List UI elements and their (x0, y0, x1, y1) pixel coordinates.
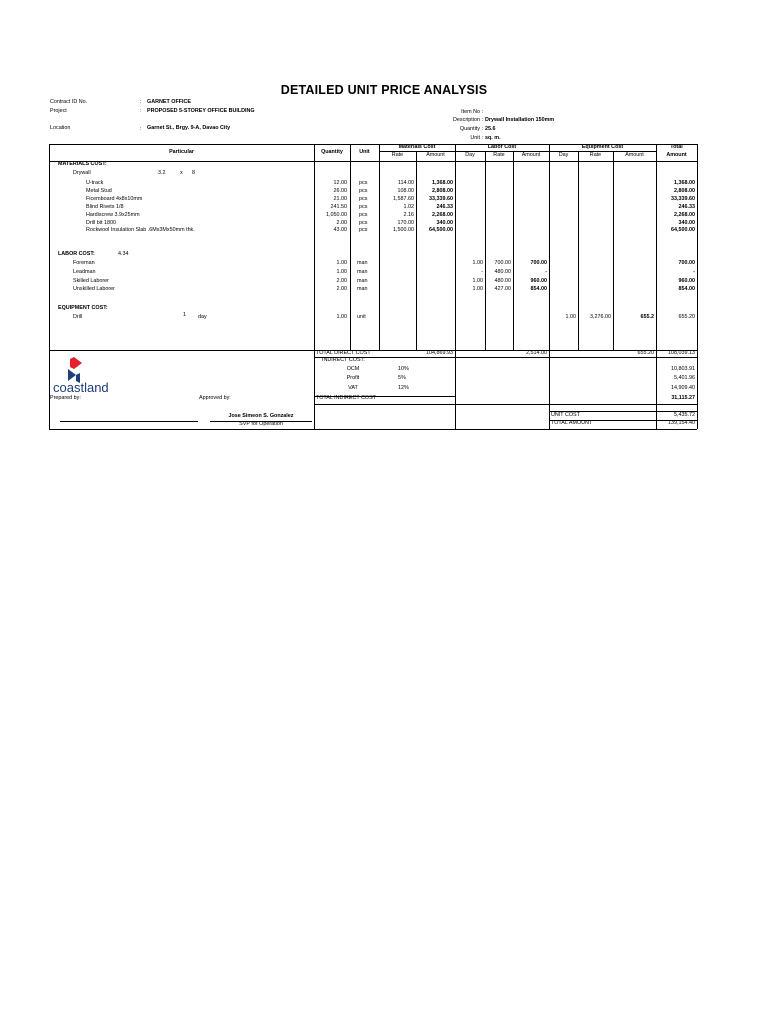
equipment-day: 1.00 (565, 314, 576, 320)
material-rate: 1,587.60 (393, 195, 414, 202)
material-unit: pcs (359, 211, 368, 218)
labor-qty: 2.00 (336, 277, 347, 284)
labor-qty: 1.00 (336, 260, 347, 266)
unit-label: Unit : (470, 135, 483, 141)
project-sep: : (140, 108, 142, 114)
approver-name: Jose Simeon S. Gonzalez (228, 413, 294, 419)
quantity-label: Quantity : (459, 126, 483, 132)
labor-amount: 960.00 (530, 277, 547, 284)
contract-value: GARNET OFFICE (147, 99, 192, 105)
material-total: 1,368.00 (674, 180, 695, 186)
materials-dim-x: x (180, 170, 183, 176)
material-total: 2,808.00 (674, 187, 695, 194)
indirect-amount: 5,401.96 (674, 375, 695, 382)
contract-label: Contract ID No. (50, 99, 88, 105)
col-materials-cost: Materials Cost (398, 144, 436, 150)
total-indirect-value: 31,115.27 (671, 395, 695, 401)
material-qty: 26.00 (333, 187, 347, 194)
contract-sep: : (140, 99, 142, 105)
labor-day: 1.00 (472, 286, 483, 293)
labor-name: Leadman (73, 268, 96, 275)
material-rate: 1,500.00 (393, 227, 414, 234)
material-rate: 2.16 (403, 211, 414, 218)
labor-day: - (481, 268, 483, 275)
equipment-unit: unit (357, 314, 366, 320)
col-eq-amount: Amount (625, 152, 644, 158)
equipment-total: 655.20 (678, 314, 695, 320)
indirect-name: OCM (346, 366, 360, 372)
material-unit: pcs (359, 219, 368, 226)
labor-qty: 2.00 (336, 286, 347, 293)
location-label: Location (50, 125, 71, 131)
equipment-days-unit: day (198, 314, 207, 320)
unit-cost-value: 5,435.72 (674, 412, 695, 418)
materials-dim-a: 3.2 (158, 170, 166, 176)
labor-qty: 1.00 (336, 268, 347, 275)
material-amount: 246.33 (436, 203, 453, 210)
material-qty: 2.00 (336, 219, 347, 226)
labor-day: 1.00 (472, 260, 483, 266)
col-lab-day: Day (465, 152, 475, 158)
total-direct-label: TOTAL DIRECT COST (316, 350, 371, 356)
col-total: Total (670, 144, 683, 150)
total-direct-equipment: 655.20 (637, 350, 654, 356)
material-amount: 340.00 (436, 219, 453, 226)
labor-amount: 854.00 (530, 286, 547, 293)
col-eq-day: Day (558, 152, 569, 158)
labor-total: 700.00 (678, 260, 695, 266)
col-total-amount: Amount (666, 152, 687, 158)
equipment-days: 1 (183, 312, 186, 318)
total-amount-label: TOTAL AMOUNT (551, 420, 593, 426)
labor-amount: - (545, 268, 547, 275)
col-mat-amount: Amount (426, 152, 445, 158)
labor-total: 854.00 (678, 286, 695, 293)
materials-group: Drywall (73, 170, 91, 176)
indirect-amount: 10,803.91 (671, 366, 695, 372)
total-direct-total: 108,039.13 (668, 350, 695, 356)
material-total: 33,339.60 (671, 195, 695, 202)
unit-value: sq. m. (485, 135, 501, 141)
description-label: Description : (453, 117, 483, 123)
page-title: DETAILED UNIT PRICE ANALYSIS (280, 83, 488, 97)
col-unit: Unit (359, 149, 370, 155)
project-value: PROPOSED 5-STOREY OFFICE BUILDING (147, 108, 255, 114)
col-equipment-cost: Equipment Cost (581, 144, 624, 150)
labor-unit: man (357, 260, 368, 266)
col-lab-amount: Amount (521, 152, 541, 158)
total-indirect-label: TOTAL INDIRECT COST (316, 395, 377, 401)
total-amount-value: 139,154.40 (668, 420, 695, 426)
labor-day: 1.00 (472, 277, 483, 284)
material-name: Metal Stud (86, 187, 112, 194)
labor-rate: 480.00 (494, 268, 511, 275)
labor-name: Foreman (73, 260, 95, 266)
labor-rate: 480.00 (494, 277, 511, 284)
material-name: Blind Rivets 1/8 (86, 203, 124, 210)
material-rate: 1.02 (403, 203, 414, 210)
location-value: Garnet St., Brgy. 9-A, Davao City (147, 125, 231, 131)
labor-rate: 700.00 (494, 260, 511, 266)
material-amount: 2,268.00 (432, 211, 453, 218)
material-total: 246.33 (678, 203, 695, 210)
approver-title: SVP for Operation (239, 421, 283, 427)
company-logo (50, 355, 120, 397)
material-unit: pcs (359, 195, 368, 202)
indirect-name: VAT (348, 384, 358, 391)
labor-heading: LABOR COST: (58, 251, 95, 257)
total-direct-labor: 2,514.00 (526, 350, 547, 356)
materials-dim-b: 8 (192, 170, 195, 176)
labor-total: 960.00 (678, 277, 695, 284)
labor-name: Skilled Laborer (73, 277, 109, 284)
col-labor-cost: Labor Cost (487, 144, 517, 150)
labor-name: Unskilled Laborer (73, 286, 115, 293)
material-total: 2,268.00 (674, 211, 695, 218)
indirect-pct: 5% (398, 375, 406, 382)
col-particular: Particular (169, 149, 194, 155)
material-amount: 64,500.00 (429, 227, 453, 234)
material-name: Drill bit 1800 (86, 219, 116, 226)
labor-factor: 4.34 (118, 251, 129, 257)
equipment-amount: 655.2 (640, 314, 654, 320)
material-amount: 33,339.60 (429, 195, 453, 202)
equipment-heading: EQUIPMENT COST: (58, 305, 108, 311)
unit-cost-label: UNIT COST (551, 412, 580, 418)
material-qty: 12.00 (333, 180, 347, 186)
labor-unit: man (357, 277, 368, 284)
col-quantity: Quantity (321, 149, 343, 155)
material-rate: 114.00 (397, 180, 414, 186)
material-amount: 2,808.00 (432, 187, 453, 194)
material-name: Ficemboard 4x8x10mm (86, 195, 143, 202)
project-label: Project (50, 108, 67, 114)
indirect-pct: 12% (398, 384, 409, 391)
labor-amount: 700.00 (530, 260, 547, 266)
total-direct-materials: 104,869.93 (426, 350, 453, 356)
description-value: Drywall Installation 150mm (485, 117, 555, 123)
material-rate: 170.00 (397, 219, 414, 226)
col-eq-rate: Rate (589, 152, 602, 158)
equipment-name: Drill (73, 314, 83, 320)
material-unit: pcs (359, 187, 368, 194)
indirect-pct: 10% (398, 366, 409, 372)
labor-total: - (693, 268, 695, 275)
location-sep: : (140, 126, 142, 132)
material-qty: 21.00 (333, 195, 347, 202)
material-name: U-track (86, 180, 104, 186)
indirect-label: INDIRECT COST: (322, 357, 365, 363)
col-mat-rate: Rate (391, 152, 404, 158)
prepared-by-label: Prepared by: (50, 395, 81, 401)
material-qty: 1,050.00 (326, 211, 347, 218)
equipment-qty: 1.00 (336, 314, 347, 320)
material-rate: 108.00 (397, 187, 414, 194)
quantity-value: 25.6 (485, 126, 496, 132)
material-total: 340.00 (678, 219, 695, 226)
labor-rate: 427.00 (494, 286, 511, 293)
equipment-rate: 3,276.00 (590, 314, 611, 320)
material-name: Rockwool Insulation Slab .6Mx3Mx50mm thk. (86, 227, 195, 234)
labor-unit: man (357, 268, 368, 275)
material-qty: 43.00 (333, 227, 347, 234)
materials-heading: MATERIALS COST: (58, 161, 107, 167)
material-amount: 1,368.00 (432, 180, 453, 186)
material-unit: pcs (359, 227, 368, 234)
material-unit: pcs (359, 180, 368, 186)
indirect-name: Profit (346, 375, 360, 382)
approved-by-label: Approved by: (199, 395, 231, 401)
material-unit: pcs (359, 203, 368, 210)
material-qty: 241.50 (330, 203, 347, 210)
indirect-amount: 14,909.40 (671, 384, 695, 391)
item-no-label: Item No : (461, 109, 483, 115)
col-lab-rate: Rate (493, 152, 505, 158)
material-name: Hardiscrew 3.9x25mm (86, 211, 140, 218)
material-total: 64,500.00 (671, 227, 695, 234)
logo-text: coastland (53, 380, 109, 395)
labor-unit: man (357, 286, 368, 293)
